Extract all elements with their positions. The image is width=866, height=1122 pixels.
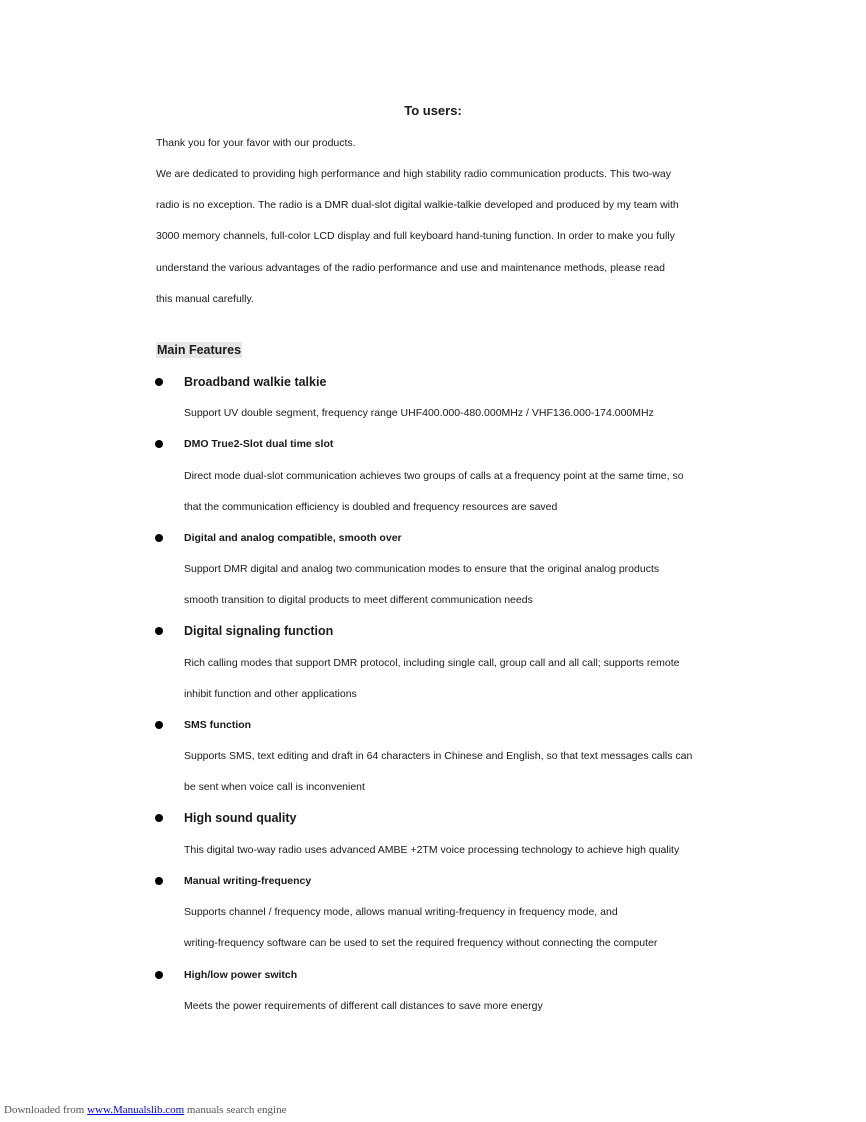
- feature-title: DMO True2-Slot dual time slot: [184, 438, 334, 450]
- feature-title: SMS function: [184, 719, 252, 731]
- download-footer: [4, 1103, 286, 1117]
- feature-description: Meets the power requirements of different call distances to save more energy: [184, 1000, 543, 1012]
- footer-suffix: manuals search engine: [186, 1104, 287, 1116]
- bullet-icon: [155, 378, 163, 386]
- bullet-icon: [155, 971, 163, 979]
- feature-description: Support DMR digital and analog two communication modes to ensure that the original analog products: [184, 563, 660, 575]
- page-title: To users:: [404, 103, 462, 118]
- intro-line: this manual carefully.: [156, 293, 254, 305]
- intro-line: 3000 memory channels, full-color LCD display and full keyboard hand-tuning function. In order to make you fully: [156, 230, 675, 242]
- feature-title: Manual writing-frequency: [184, 875, 312, 887]
- feature-description: Supports SMS, text editing and draft in 64 characters in Chinese and English, so that text messages calls can: [184, 750, 693, 762]
- feature-description: be sent when voice call is inconvenient: [184, 781, 365, 793]
- feature-description: Rich calling modes that support DMR protocol, including single call, group call and all call; supports remote: [184, 657, 680, 669]
- bullet-icon: [155, 627, 163, 635]
- footer-prefix: Downloaded from: [4, 1104, 85, 1116]
- feature-title: Broadband walkie talkie: [184, 375, 327, 389]
- intro-line: radio is no exception. The radio is a DMR dual-slot digital walkie-talkie developed and produced by my team with: [156, 199, 679, 211]
- bullet-icon: [155, 534, 163, 542]
- feature-description: Direct mode dual-slot communication achieves two groups of calls at a frequency point at the same time, so: [184, 470, 684, 482]
- manualslib-link[interactable]: www.Manualslib.com: [87, 1104, 185, 1116]
- feature-description: Support UV double segment, frequency range UHF400.000-480.000MHz / VHF136.000-174.000MHz: [184, 407, 654, 419]
- bullet-icon: [155, 721, 163, 729]
- feature-title: High/low power switch: [184, 969, 298, 981]
- feature-description: inhibit function and other applications: [184, 688, 357, 700]
- feature-title: High sound quality: [184, 811, 297, 825]
- bullet-icon: [155, 814, 163, 822]
- intro-line: understand the various advantages of the radio performance and use and maintenance methods, please read: [156, 262, 666, 274]
- feature-description: smooth transition to digital products to meet different communication needs: [184, 594, 533, 606]
- bullet-icon: [155, 440, 163, 448]
- intro-line: Thank you for your favor with our products.: [156, 137, 356, 149]
- feature-title: Digital and analog compatible, smooth over: [184, 532, 402, 544]
- intro-line: We are dedicated to providing high performance and high stability radio communication products. This two-way: [156, 168, 671, 180]
- bullet-icon: [155, 877, 163, 885]
- feature-description: writing-frequency software can be used to set the required frequency without connecting the computer: [184, 937, 658, 949]
- feature-description: This digital two-way radio uses advanced AMBE +2TM voice processing technology to achieve high quality: [184, 844, 680, 856]
- feature-title: Digital signaling function: [184, 624, 334, 638]
- feature-description: Supports channel / frequency mode, allows manual writing-frequency in frequency mode, and: [184, 906, 618, 918]
- feature-description: that the communication efficiency is doubled and frequency resources are saved: [184, 501, 558, 513]
- main-features-heading: Main Features: [157, 343, 242, 357]
